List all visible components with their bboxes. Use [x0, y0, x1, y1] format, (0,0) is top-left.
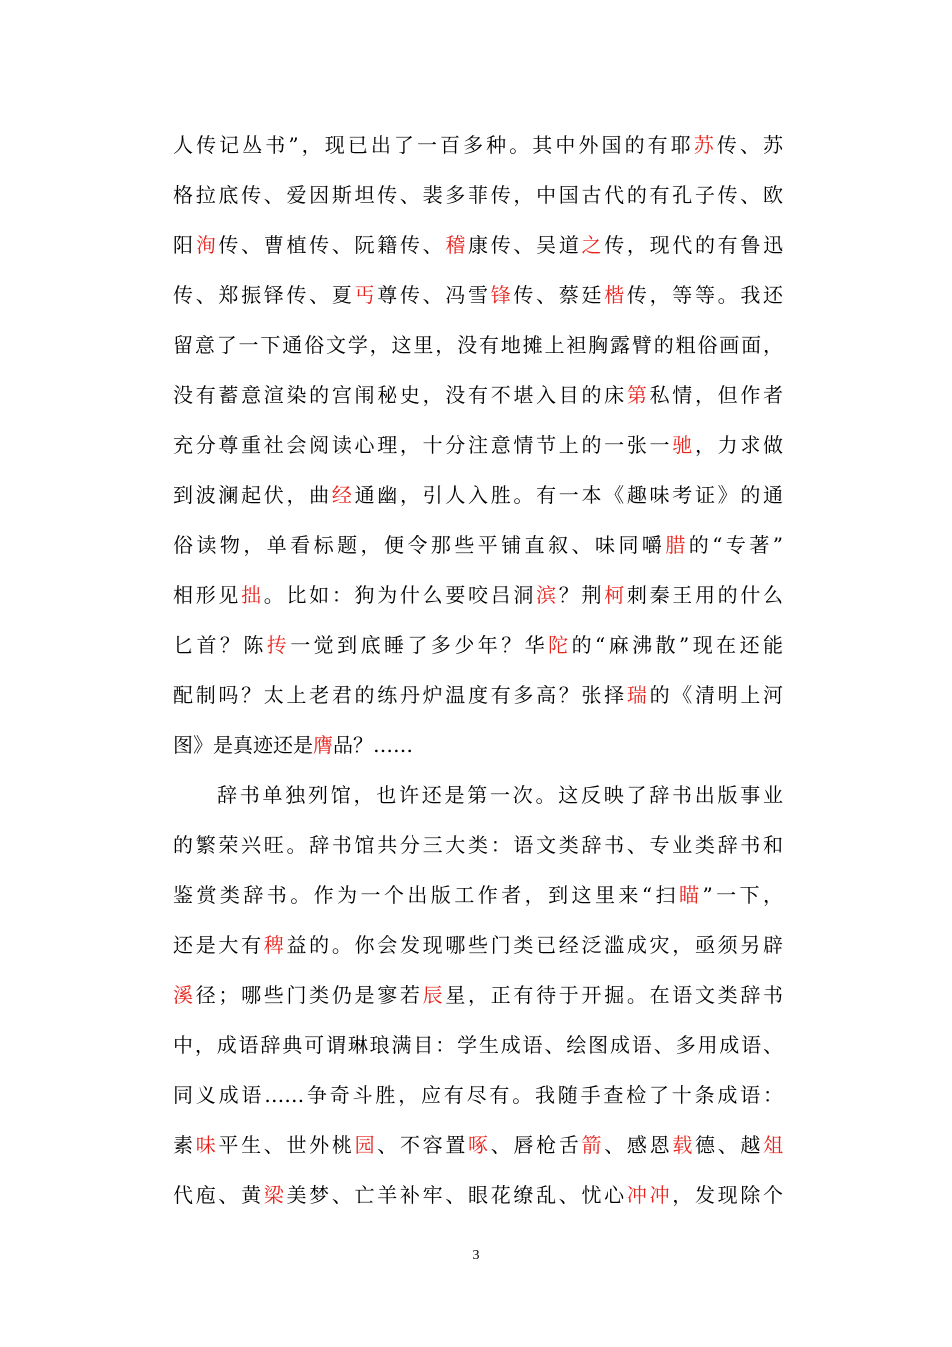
highlighted-character: 抟: [266, 633, 291, 657]
page-number: 3: [472, 1248, 480, 1263]
highlighted-character: 啄: [468, 1133, 491, 1157]
text-run: 代庖、黄: [173, 1183, 264, 1207]
text-run: 图》是真迹还是: [173, 733, 313, 757]
highlighted-character: 陀: [548, 633, 572, 657]
highlighted-character: 滨: [536, 583, 559, 607]
text-run: 中，成语辞典可谓琳琅满目：学生成语、绘图成语、多用成语、: [173, 1033, 783, 1057]
highlighted-character: 之: [581, 233, 605, 257]
text-run: 传、曹植传、阮籍传、: [218, 233, 446, 257]
text-line: [173, 520, 783, 570]
highlighted-character: 味: [195, 1133, 219, 1157]
text-run: 一觉到底睡了多少年？华: [290, 633, 549, 657]
text-run: ，力求做: [694, 433, 784, 457]
text-line: [173, 870, 783, 920]
body-text: [173, 120, 783, 1220]
text-run: 充分尊重社会阅读心理，十分注意情节上的一张一: [173, 433, 673, 457]
text-run: 的“专著”: [688, 533, 784, 557]
text-run: 德、越: [695, 1133, 764, 1157]
highlighted-character: 柯: [604, 583, 627, 607]
text-run: 尊传、冯雪: [377, 283, 491, 307]
highlighted-character: 腊: [665, 533, 689, 557]
text-run: 传、苏: [716, 133, 784, 157]
text-run: 的繁荣兴旺。辞书馆共分三大类：语文类辞书、专业类辞书和: [173, 833, 783, 857]
text-run: 通幽，引人入胜。有一本《趣味考证》的通: [354, 483, 784, 507]
text-run: 阳: [173, 233, 196, 257]
text-run: ”一下，: [702, 883, 783, 907]
text-run: 人传记丛书”，现已出了一百多种。其中外国的有耶: [173, 133, 694, 157]
text-line: [173, 1120, 783, 1170]
text-run: 康传、吴道: [468, 233, 582, 257]
text-run: 传，等等。我还: [626, 283, 784, 307]
text-run: 刺秦王用的什么: [626, 583, 784, 607]
highlighted-character: 拙: [241, 583, 264, 607]
text-line: [173, 1070, 783, 1120]
text-line: [173, 1170, 783, 1220]
text-run: 平生、世外桃: [218, 1133, 355, 1157]
text-run: 的“麻沸散”现在还能: [571, 633, 784, 657]
text-run: 还是大有: [173, 933, 264, 957]
highlighted-character: 瑞: [626, 683, 650, 707]
text-run: 传、郑振铎传、夏: [173, 283, 355, 307]
highlighted-character: 俎: [763, 1133, 784, 1157]
text-run: 品？……: [333, 733, 413, 757]
text-run: 私情，但作者: [649, 383, 784, 407]
highlighted-character: 丐: [354, 283, 378, 307]
highlighted-character: 冲冲: [626, 1183, 673, 1207]
text-line: [173, 220, 783, 270]
text-line: [173, 770, 783, 820]
highlighted-character: 苏: [693, 133, 717, 157]
text-run: 到波澜起伏，曲: [173, 483, 332, 507]
text-run: 传，现代的有鲁迅: [604, 233, 784, 257]
text-run: 俗读物，单看标题，便令那些平铺直叙、味同嚼: [173, 533, 666, 557]
text-line: [173, 170, 783, 220]
text-line: [173, 120, 783, 170]
highlighted-character: 梁: [263, 1183, 287, 1207]
highlighted-character: 经: [331, 483, 355, 507]
text-run: 匕首？陈: [173, 633, 267, 657]
highlighted-character: 膺: [313, 733, 333, 757]
text-run: 、不容置: [377, 1133, 469, 1157]
text-run: 留意了一下通俗文学，这里，没有地摊上袒胸露臂的粗俗画面，: [173, 333, 783, 357]
highlighted-character: 稗: [263, 933, 287, 957]
text-line: [173, 420, 783, 470]
highlighted-character: 驰: [672, 433, 695, 457]
highlighted-character: 第: [626, 383, 650, 407]
highlighted-character: 园: [354, 1133, 378, 1157]
highlighted-character: 稽: [445, 233, 469, 257]
highlighted-character: 载: [672, 1133, 696, 1157]
text-run: 传、蔡廷: [513, 283, 605, 307]
text-run: 径；哪些门类仍是寥若: [195, 983, 423, 1007]
text-line: [173, 470, 783, 520]
text-line: [173, 820, 783, 870]
text-run: 素: [173, 1133, 196, 1157]
highlighted-character: 楷: [604, 283, 627, 307]
highlighted-character: 辰: [422, 983, 446, 1007]
text-run: 格拉底传、爱因斯坦传、裴多菲传，中国古代的有孔子传、欧: [173, 183, 783, 207]
text-run: 、唇枪舌: [490, 1133, 582, 1157]
highlighted-character: 箭: [581, 1133, 605, 1157]
text-run: 相形见: [173, 583, 242, 607]
text-run: 星，正有待于开掘。在语文类辞书: [445, 983, 784, 1007]
highlighted-character: 瞄: [678, 883, 703, 907]
paragraph: [173, 770, 783, 1220]
text-line: [173, 670, 783, 720]
text-line: [173, 320, 783, 370]
text-line: [173, 370, 783, 420]
text-line: [173, 720, 783, 770]
highlighted-character: 溪: [173, 983, 196, 1007]
text-line: [173, 970, 783, 1020]
paragraph: [173, 120, 783, 770]
text-line: [173, 570, 783, 620]
text-run: 的《清明上河: [649, 683, 784, 707]
text-run: ？荆: [558, 583, 605, 607]
text-run: 同义成语……争奇斗胜，应有尽有。我随手查检了十条成语：: [173, 1083, 783, 1107]
highlighted-character: 锋: [490, 283, 514, 307]
text-run: 鉴赏类辞书。作为一个出版工作者，到这里来“扫: [173, 883, 679, 907]
text-line: [173, 620, 783, 670]
text-run: 、感恩: [604, 1133, 673, 1157]
text-run: 美梦、亡羊补牢、眼花缭乱、忧心: [286, 1183, 627, 1207]
text-run: 益的。你会发现哪些门类已经泛滥成灾，亟须另辟: [286, 933, 784, 957]
text-run: ，发现除个: [672, 1183, 784, 1207]
text-run: 辞书单独列馆，也许还是第一次。这反映了辞书出版事业: [217, 783, 783, 807]
text-line: [173, 920, 783, 970]
text-line: [173, 1020, 783, 1070]
text-run: 配制吗？太上老君的练丹炉温度有多高？张择: [173, 683, 627, 707]
text-line: [173, 270, 783, 320]
text-run: 没有蓄意渲染的宫闱秘史，没有不堪入目的床: [173, 383, 627, 407]
text-run: 。比如：狗为什么要咬吕洞: [263, 583, 537, 607]
highlighted-character: 洵: [195, 233, 219, 257]
